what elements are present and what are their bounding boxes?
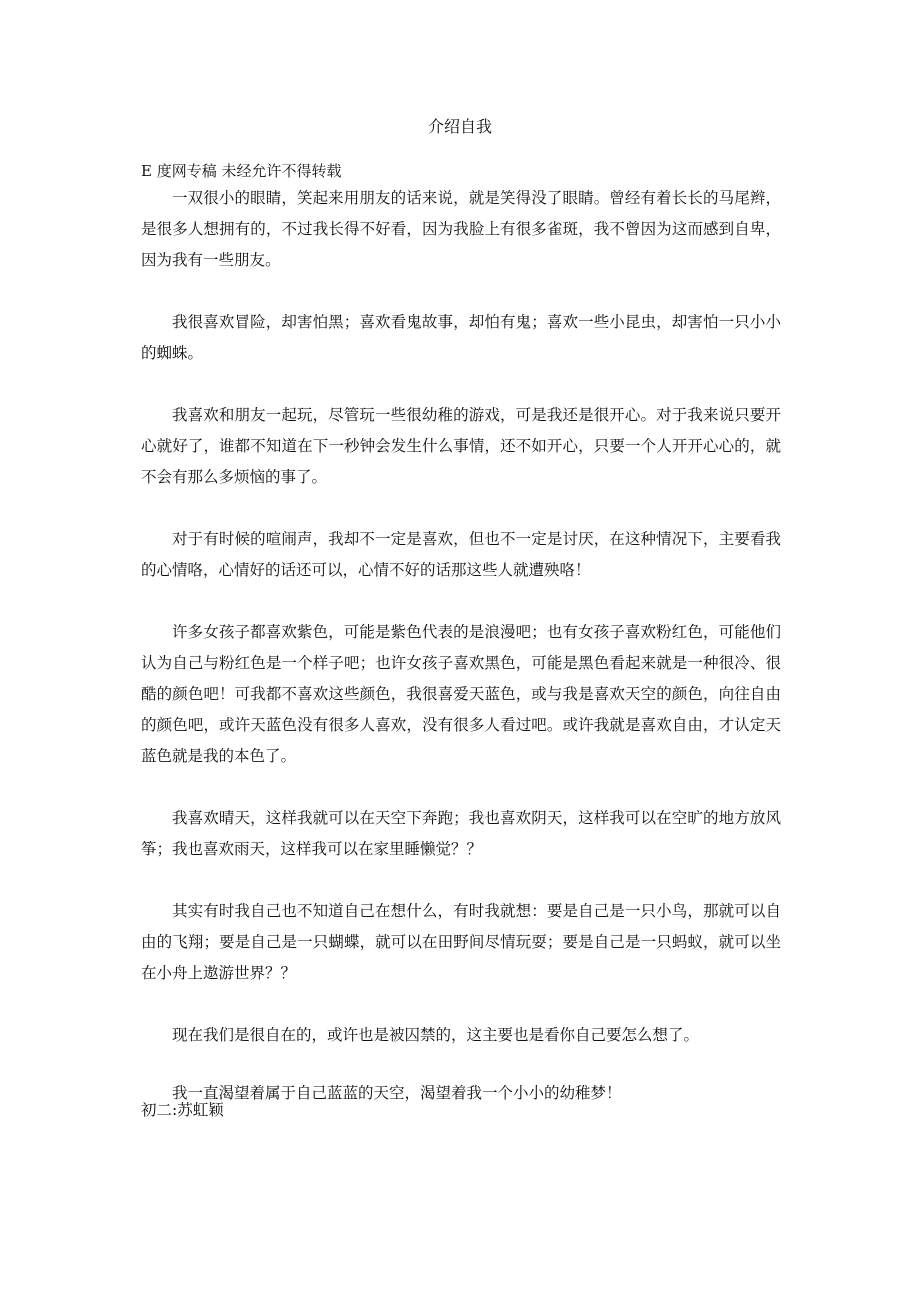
paragraph-6: 我喜欢晴天，这样我就可以在天空下奔跑；我也喜欢阴天，这样我可以在空旷的地方放风筝；我也喜欢雨天，这样我可以在家里睡懒觉？？ — [141, 809, 781, 858]
author-signature: 初二:苏虹颖 — [141, 1101, 224, 1119]
paragraph-2: 我很喜欢冒险，却害怕黑；喜欢看鬼故事，却怕有鬼；喜欢一些小昆虫，却害怕一只小小的蜘蛛。 — [141, 313, 781, 362]
paragraph-3: 我喜欢和朋友一起玩，尽管玩一些很幼稚的游戏，可是我还是很开心。对于我来说只要开心就好了，谁都不知道在下一秒钟会发生什么事情，还不如开心，只要一个人开开心心的，就不会有那么多烦恼的事了。 — [141, 406, 781, 486]
document-body — [141, 183, 781, 1140]
paragraph-7: 其实有时我自己也不知道自己在想什么，有时我就想：要是自己是一只小鸟，那就可以自由的飞翔；要是自己是一只蝴蝶，就可以在田野间尽情玩耍；要是自己是一只蚂蚁，就可以坐在小舟上遨游世界？？ — [141, 902, 781, 982]
source-note: E 度网专稿 未经允许不得转载 — [141, 162, 342, 180]
paragraph-9: 我一直渴望着属于自己蓝蓝的天空，渴望着我一个小小的幼稚梦！ — [172, 1084, 622, 1102]
paragraph-8: 现在我们是很自在的，或许也是被囚禁的，这主要也是看你自己要怎么想了。 — [172, 1026, 700, 1044]
paragraph-1: 一双很小的眼睛，笑起来用朋友的话来说，就是笑得没了眼睛。曾经有着长长的马尾辫，是很多人想拥有的，不过我长得不好看，因为我脸上有很多雀斑，我不曾因为这而感到自卑，因为我有一些朋友。 — [141, 189, 781, 269]
document-title: 介绍自我 — [427, 117, 492, 136]
paragraph-5: 许多女孩子都喜欢紫色，可能是紫色代表的是浪漫吧；也有女孩子喜欢粉红色，可能他们认为自己与粉红色是一个样子吧；也许女孩子喜欢黑色，可能是黑色看起来就是一种很冷、很酷的颜色吧！可我都不喜欢这些颜色，我很喜爱天蓝色，或与我是喜欢天空的颜色，向往自由的颜色吧，或许天蓝色没有很多人喜欢，没有很多人看过吧。或许我就是喜欢自由，才认定天蓝色就是我的本色了。 — [141, 623, 781, 765]
paragraph-4: 对于有时候的喧闹声，我却不一定是喜欢，但也不一定是讨厌，在这种情况下，主要看我的心情咯，心情好的话还可以，心情不好的话那这些人就遭殃咯！ — [141, 530, 781, 579]
